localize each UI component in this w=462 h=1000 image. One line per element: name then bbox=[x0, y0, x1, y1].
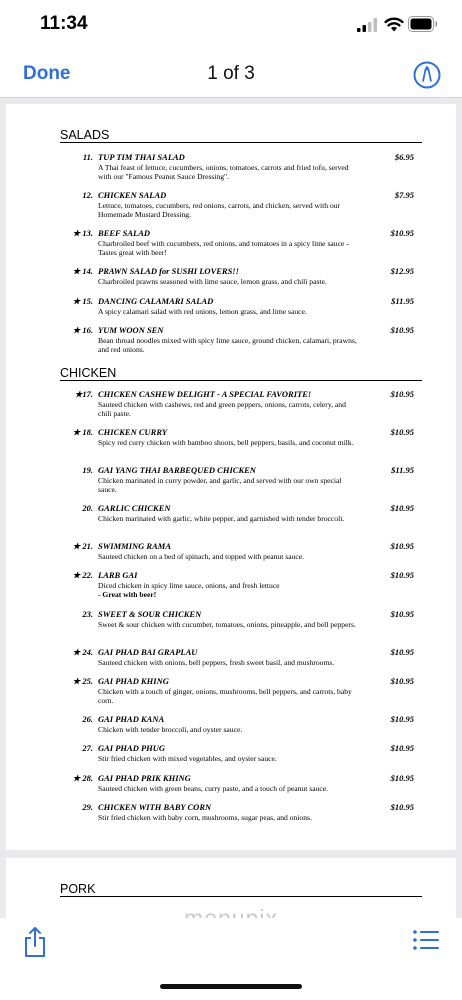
item-name: GAI YANG THAI BARBEQUED CHICKEN bbox=[98, 465, 256, 475]
page-indicator: 1 of 3 bbox=[207, 63, 255, 84]
item-name: GARLIC CHICKEN bbox=[98, 503, 171, 513]
item-price: $11.95 bbox=[391, 465, 414, 475]
section-rule bbox=[60, 896, 422, 897]
item-description bbox=[98, 813, 360, 822]
section-header-chicken bbox=[60, 366, 422, 382]
cellular-signal-icon bbox=[357, 18, 377, 32]
item-price: $10.95 bbox=[390, 541, 414, 551]
item-number: 27. bbox=[82, 743, 93, 753]
section-title: SALADS bbox=[60, 128, 110, 142]
item-name: TUP TIM THAI SALAD bbox=[98, 152, 185, 162]
item-description-text: Diced chicken in spicy lime sauce, onions, and fresh lettuce bbox=[98, 581, 280, 590]
item-description bbox=[98, 687, 360, 705]
item-number: ★ 21. bbox=[72, 541, 93, 551]
item-number: 29. bbox=[82, 802, 93, 812]
item-price: $10.95 bbox=[390, 570, 414, 580]
item-description bbox=[98, 438, 360, 447]
item-description bbox=[98, 336, 360, 354]
item-price: $10.95 bbox=[390, 714, 414, 724]
item-description bbox=[98, 725, 360, 734]
item-description-text: A Thai feast of lettuce, cucumbers, onions, tomatoes, carrots and fried tofu, served with our "Famous Peanut Sauce Dressing". bbox=[98, 163, 349, 182]
share-icon[interactable] bbox=[22, 926, 48, 958]
item-number: 12. bbox=[82, 190, 93, 200]
item-number: ★ 28. bbox=[72, 773, 93, 783]
item-number: 20. bbox=[82, 503, 93, 513]
item-description-text: Chicken with tender broccoli, and oyster sauce. bbox=[98, 725, 243, 734]
section-header-pork bbox=[60, 882, 422, 898]
item-description-text: Sweet & sour chicken with cucumber, tomatoes, onions, pineapple, and bell peppers. bbox=[98, 620, 356, 629]
item-description-text: Bean thread noodles mixed with spicy lime sauce, ground chicken, calamari, prawns, and red onions. bbox=[98, 336, 357, 355]
item-name: DANCING CALAMARI SALAD bbox=[98, 296, 214, 306]
section-header-salads bbox=[60, 128, 422, 144]
item-number: ★ 18. bbox=[72, 427, 93, 437]
item-price: $10.95 bbox=[390, 389, 414, 399]
item-description bbox=[98, 658, 360, 667]
item-number: ★ 15. bbox=[72, 296, 93, 306]
item-description-text: Sauteed chicken on a bed of spinach, and topped with peanut sauce. bbox=[98, 552, 305, 561]
item-name: CHICKEN SALAD bbox=[98, 190, 167, 200]
item-description-text: Sauteed chicken with cashews, red and green peppers, onions, carrots, celery, and chili paste. bbox=[98, 400, 346, 419]
item-description-text: Sauteed chicken with onions, bell peppers, fresh sweet basil, and mushrooms. bbox=[98, 658, 335, 667]
navigation-bar bbox=[0, 50, 462, 98]
item-note: - Great with beer! bbox=[98, 590, 157, 600]
item-name: CHICKEN CURRY bbox=[98, 427, 168, 437]
item-price: $11.95 bbox=[391, 296, 414, 306]
section-rule bbox=[60, 380, 422, 381]
item-price: $10.95 bbox=[390, 773, 414, 783]
item-description-text: A spicy calamari salad with red onions, lemon grass, and lime sauce. bbox=[98, 307, 307, 316]
item-price: $10.95 bbox=[390, 609, 414, 619]
item-number: ★ 14. bbox=[72, 266, 93, 276]
item-description bbox=[98, 201, 360, 219]
section-title: CHICKEN bbox=[60, 366, 117, 380]
item-name: PRAWN SALAD for SUSHI LOVERS!! bbox=[98, 266, 239, 276]
item-description bbox=[98, 784, 360, 793]
item-description bbox=[98, 476, 360, 494]
item-price: $10.95 bbox=[390, 228, 414, 238]
item-number: ★ 16. bbox=[72, 325, 93, 335]
status-time: 11:34 bbox=[40, 13, 88, 34]
item-price: $6.95 bbox=[394, 152, 414, 162]
item-price: $12.95 bbox=[390, 266, 414, 276]
section-rule bbox=[60, 142, 422, 143]
item-description bbox=[98, 514, 360, 523]
item-description bbox=[98, 754, 360, 763]
item-number: ★17. bbox=[74, 389, 93, 399]
item-description-text: Stir fried chicken with mixed vegetables, and oyster sauce. bbox=[98, 754, 277, 763]
item-description-text: Stir fried chicken with baby corn, mushrooms, sugar peas, and onions. bbox=[98, 813, 312, 822]
item-description bbox=[98, 552, 360, 561]
item-name: SWEET & SOUR CHICKEN bbox=[98, 609, 202, 619]
markup-pen-icon[interactable] bbox=[413, 61, 441, 89]
item-description-text: Chicken marinated in curry powder, and garlic, and served with our own special sauce. bbox=[98, 476, 342, 495]
item-description-text: Charbroiled beef with cucumbers, red onions, and tomatoes in a spicy lime sauce - Tastes great with beer! bbox=[98, 239, 349, 258]
wifi-icon bbox=[384, 16, 404, 32]
item-description bbox=[98, 163, 360, 181]
item-price: $10.95 bbox=[390, 427, 414, 437]
item-price: $10.95 bbox=[390, 647, 414, 657]
item-name: CHICKEN CASHEW DELIGHT - A SPECIAL FAVORITE! bbox=[98, 389, 312, 399]
item-price: $10.95 bbox=[390, 743, 414, 753]
item-name: GAI PHAD PRIK KHING bbox=[98, 773, 191, 783]
item-description bbox=[98, 239, 360, 257]
item-name: LARB GAI bbox=[98, 570, 138, 580]
item-number: ★ 22. bbox=[72, 570, 93, 580]
item-number: 23. bbox=[82, 609, 93, 619]
item-price: $10.95 bbox=[390, 802, 414, 812]
item-description-text: Sauteed chicken with green beans, curry paste, and a touch of peanut sauce. bbox=[98, 784, 329, 793]
home-indicator[interactable] bbox=[160, 984, 302, 989]
item-description-text: Chicken marinated with garlic, white pepper, and garnished with tender broccoli. bbox=[98, 514, 345, 523]
item-description bbox=[98, 581, 360, 599]
item-name: BEEF SALAD bbox=[98, 228, 151, 238]
item-name: CHICKEN WITH BABY CORN bbox=[98, 802, 212, 812]
menu-page-1 bbox=[6, 104, 456, 850]
item-number: ★ 24. bbox=[72, 647, 93, 657]
item-name: SWIMMING RAMA bbox=[98, 541, 171, 551]
done-button[interactable]: Done bbox=[23, 63, 71, 84]
item-name: GAI PHAD KANA bbox=[98, 714, 165, 724]
item-number: ★ 13. bbox=[72, 228, 93, 238]
item-description-text: Spicy red curry chicken with bamboo shoots, bell peppers, basils, and coconut milk. bbox=[98, 438, 354, 447]
item-number: 11. bbox=[82, 152, 93, 162]
item-description bbox=[98, 277, 360, 286]
bottom-toolbar bbox=[0, 918, 462, 1000]
section-title: PORK bbox=[60, 882, 96, 896]
item-price: $10.95 bbox=[390, 503, 414, 513]
item-price: $7.95 bbox=[394, 190, 414, 200]
item-number: 19. bbox=[82, 465, 93, 475]
item-name: YUM WOON SEN bbox=[98, 325, 164, 335]
battery-icon bbox=[408, 16, 438, 32]
item-name: GAI PHAD BAI GRAPLAU bbox=[98, 647, 198, 657]
item-number: 26. bbox=[82, 714, 93, 724]
item-description bbox=[98, 400, 360, 418]
item-price: $10.95 bbox=[390, 676, 414, 686]
item-description-text: Chicken with a touch of ginger, onions, mushrooms, bell peppers, and carrots, baby corn. bbox=[98, 687, 352, 706]
item-name: GAI PHAD KHING bbox=[98, 676, 169, 686]
status-bar bbox=[0, 0, 462, 50]
item-description-text: Lettuce, tomatoes, cucumbers, red onions, carrots, and chicken, served with our Homemade Mustard Dressing. bbox=[98, 201, 341, 220]
item-description-text: Charbroiled prawns seasoned with lime sauce, lemon grass, and chili paste. bbox=[98, 277, 327, 286]
item-description bbox=[98, 307, 360, 316]
item-price: $10.95 bbox=[390, 325, 414, 335]
item-description bbox=[98, 620, 360, 629]
item-name: GAI PHAD PHUG bbox=[98, 743, 166, 753]
item-number: ★ 25. bbox=[72, 676, 93, 686]
list-view-icon[interactable] bbox=[412, 928, 440, 952]
